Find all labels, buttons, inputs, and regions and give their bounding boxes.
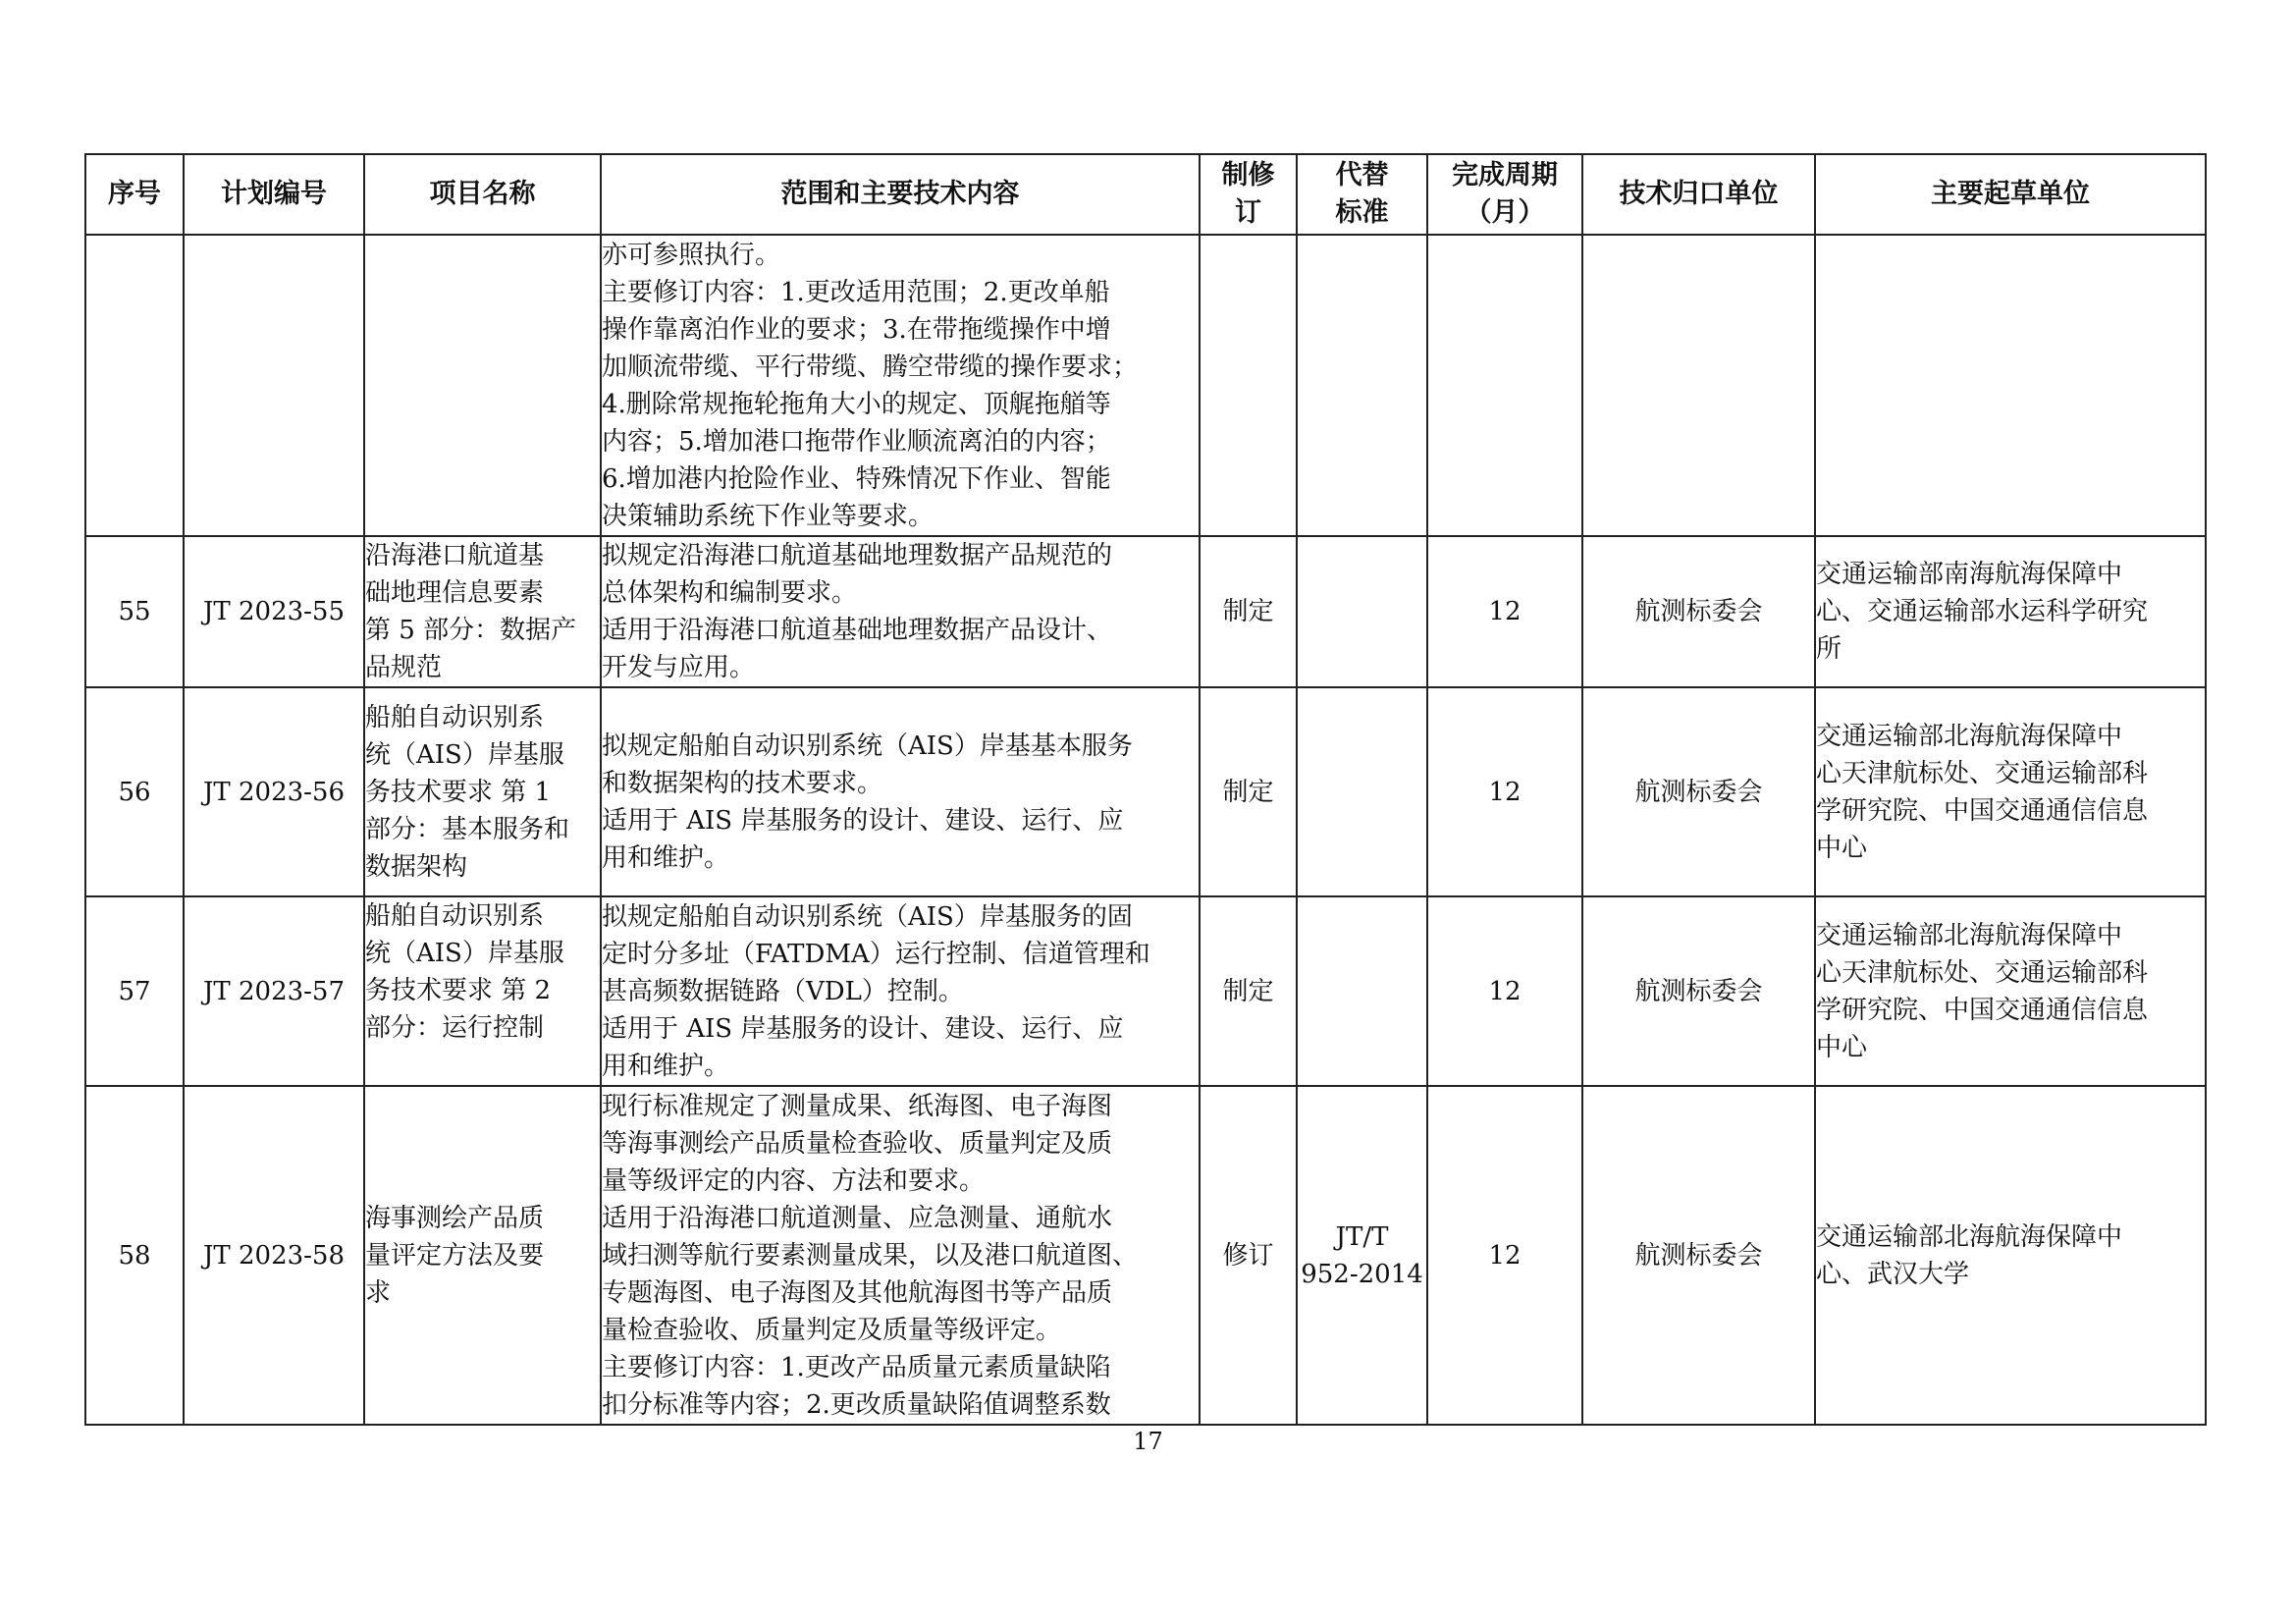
scope-line: 4.删除常规拖轮拖角大小的规定、顶艉拖艏等 [602, 389, 1111, 419]
scope-line: 量检查验收、质量判定及质量等级评定。 [602, 1315, 1062, 1345]
name-line: 数据架构 [365, 851, 468, 882]
cell-revision-type: 修订 [1200, 1086, 1297, 1425]
cell-seq: 58 [85, 1086, 184, 1425]
scope-line: 拟规定船舶自动识别系统（AIS）岸基基本服务 [602, 731, 1133, 761]
drafting-line: 心、交通运输部水运科学研究 [1816, 597, 2149, 626]
name-line: 部分：运行控制 [365, 1013, 545, 1043]
scope-line: 拟规定船舶自动识别系统（AIS）岸基服务的固 [602, 901, 1133, 932]
name-line: 船舶自动识别系 [365, 901, 545, 931]
scope-line: 亦可参照执行。 [602, 240, 781, 270]
cell-revision-type: 制定 [1200, 536, 1297, 687]
cell-scope [601, 536, 1200, 687]
name-line: 船舶自动识别系 [365, 702, 545, 732]
scope-line: 加顺流带缆、平行带缆、腾空带缆的操作要求； [602, 352, 1139, 382]
scope-line: 扣分标准等内容；2.更改质量缺陷值调整系数 [602, 1389, 1111, 1420]
drafting-line: 交通运输部北海航海保障中 [1816, 1221, 2123, 1252]
header-replaced-standard: 代替标准 [1297, 154, 1427, 235]
table-row-57 [85, 896, 2206, 1086]
cell-plan-no: JT 2023-58 [184, 1086, 364, 1425]
drafting-line: 交通运输部北海航海保障中 [1816, 920, 2123, 950]
cell-drafting-unit [1815, 896, 2206, 1086]
header-tech-unit: 技术归口单位 [1582, 154, 1815, 235]
cell-seq: 56 [85, 687, 184, 896]
scope-line: 量等级评定的内容、方法和要求。 [602, 1165, 986, 1196]
cell-cycle: 12 [1427, 1086, 1582, 1425]
cell-seq: 55 [85, 536, 184, 687]
header-scope: 范围和主要技术内容 [601, 154, 1200, 235]
name-line: 统（AIS）岸基服 [365, 939, 564, 968]
replaced-standard-line: JT/T [1335, 1221, 1389, 1252]
cell-plan-no [184, 235, 364, 536]
scope-line: 域扫测等航行要素测量成果，以及港口航道图、 [602, 1240, 1139, 1271]
name-line: 务技术要求 第 2 [365, 976, 552, 1005]
scope-line: 甚高频数据链路（VDL）控制。 [602, 976, 964, 1006]
cell-scope [601, 896, 1200, 1086]
cell-project-name [364, 896, 601, 1086]
header-plan-no: 计划编号 [184, 154, 364, 235]
cell-seq [85, 235, 184, 536]
table-row-55 [85, 536, 2206, 687]
cell-tech-unit [1582, 235, 1815, 536]
header-drafting-unit: 主要起草单位 [1815, 154, 2206, 235]
scope-line: 主要修订内容：1.更改产品质量元素质量缺陷 [602, 1352, 1111, 1382]
scope-line: 适用于沿海港口航道基础地理数据产品设计、 [602, 616, 1113, 645]
drafting-line: 学研究院、中国交通通信信息 [1816, 995, 2149, 1025]
cell-project-name [364, 687, 601, 896]
cell-revision-type: 制定 [1200, 896, 1297, 1086]
scope-line: 开发与应用。 [602, 653, 756, 682]
scope-line: 适用于 AIS 岸基服务的设计、建设、运行、应 [602, 1013, 1124, 1044]
scope-line: 6.增加港内抢险作业、特殊情况下作业、智能 [602, 463, 1111, 494]
cell-project-name [364, 1086, 601, 1425]
drafting-line: 心、武汉大学 [1816, 1259, 1970, 1289]
cell-drafting-unit [1815, 536, 2206, 687]
name-line: 务技术要求 第 1 [365, 777, 552, 807]
scope-line: 现行标准规定了测量成果、纸海图、电子海图 [602, 1091, 1113, 1121]
cell-tech-unit: 航测标委会 [1582, 536, 1815, 687]
scope-line: 决策辅助系统下作业等要求。 [602, 501, 934, 531]
name-line: 求 [365, 1277, 392, 1308]
cell-scope [601, 235, 1200, 536]
name-line: 海事测绘产品质 [365, 1203, 545, 1233]
cell-project-name [364, 536, 601, 687]
table-header-row [85, 154, 2206, 235]
cell-tech-unit: 航测标委会 [1582, 1086, 1815, 1425]
cell-revision-type: 制定 [1200, 687, 1297, 896]
name-line: 沿海港口航道基 [365, 541, 545, 570]
cell-tech-unit: 航测标委会 [1582, 687, 1815, 896]
name-line: 第 5 部分：数据产 [365, 616, 577, 645]
header-revision-type: 制修订 [1200, 154, 1297, 235]
scope-line: 定时分多址（FATDMA）运行控制、信道管理和 [602, 939, 1150, 969]
table-row-56 [85, 687, 2206, 896]
drafting-line: 学研究院、中国交通通信信息 [1816, 795, 2149, 826]
cell-cycle: 12 [1427, 896, 1582, 1086]
scope-line: 主要修订内容：1.更改适用范围；2.更改单船 [602, 277, 1110, 307]
scope-line: 专题海图、电子海图及其他航海图书等产品质 [602, 1277, 1113, 1308]
page-number: 17 [1133, 1428, 1163, 1455]
cell-scope [601, 1086, 1200, 1425]
cell-replaced-standard [1297, 687, 1427, 896]
scope-line: 和数据架构的技术要求。 [602, 768, 883, 798]
drafting-line: 心天津航标处、交通运输部科 [1816, 758, 2149, 788]
header-project-name: 项目名称 [364, 154, 601, 235]
drafting-line: 交通运输部南海航海保障中 [1816, 560, 2123, 589]
scope-line: 等海事测绘产品质量检查验收、质量判定及质 [602, 1128, 1113, 1159]
cell-tech-unit: 航测标委会 [1582, 896, 1815, 1086]
scope-line: 适用于沿海港口航道测量、应急测量、通航水 [602, 1203, 1113, 1233]
cell-replaced-standard [1297, 896, 1427, 1086]
name-line: 统（AIS）岸基服 [365, 739, 564, 770]
cell-drafting-unit [1815, 687, 2206, 896]
cell-revision-type [1200, 235, 1297, 536]
cell-replaced-standard [1297, 536, 1427, 687]
scope-line: 内容；5.增加港口拖带作业顺流离泊的内容； [602, 426, 1111, 457]
drafting-line: 交通运输部北海航海保障中 [1816, 721, 2123, 751]
cell-seq: 57 [85, 896, 184, 1086]
cell-cycle: 12 [1427, 536, 1582, 687]
cell-drafting-unit [1815, 1086, 2206, 1425]
cell-cycle: 12 [1427, 687, 1582, 896]
cell-cycle [1427, 235, 1582, 536]
cell-replaced-standard [1297, 235, 1427, 536]
header-cycle: 完成周期（月） [1427, 154, 1582, 235]
scope-line: 适用于 AIS 岸基服务的设计、建设、运行、应 [602, 805, 1124, 836]
name-line: 量评定方法及要 [365, 1240, 545, 1271]
replaced-standard-line: 952-2014 [1301, 1259, 1423, 1289]
scope-line: 用和维护。 [602, 1051, 730, 1081]
cell-project-name [364, 235, 601, 536]
header-seq: 序号 [85, 154, 184, 235]
table-row-continuation [85, 235, 2206, 536]
standards-plan-table [84, 153, 2207, 1426]
cell-scope [601, 687, 1200, 896]
name-line: 础地理信息要素 [365, 578, 545, 608]
table-row-58 [85, 1086, 2206, 1425]
drafting-line: 心天津航标处、交通运输部科 [1816, 957, 2149, 988]
name-line: 品规范 [365, 653, 443, 682]
cell-plan-no: JT 2023-56 [184, 687, 364, 896]
drafting-line: 中心 [1816, 833, 1868, 863]
cell-drafting-unit [1815, 235, 2206, 536]
cell-plan-no: JT 2023-55 [184, 536, 364, 687]
cell-replaced-standard [1297, 1086, 1427, 1425]
scope-line: 拟规定沿海港口航道基础地理数据产品规范的 [602, 541, 1113, 570]
drafting-line: 中心 [1816, 1032, 1868, 1062]
drafting-line: 所 [1816, 634, 1842, 664]
name-line: 部分：基本服务和 [365, 814, 570, 844]
cell-plan-no: JT 2023-57 [184, 896, 364, 1086]
scope-line: 用和维护。 [602, 842, 730, 873]
scope-line: 操作靠离泊作业的要求；3.在带拖缆操作中增 [602, 314, 1111, 345]
scope-line: 总体架构和编制要求。 [602, 578, 858, 608]
